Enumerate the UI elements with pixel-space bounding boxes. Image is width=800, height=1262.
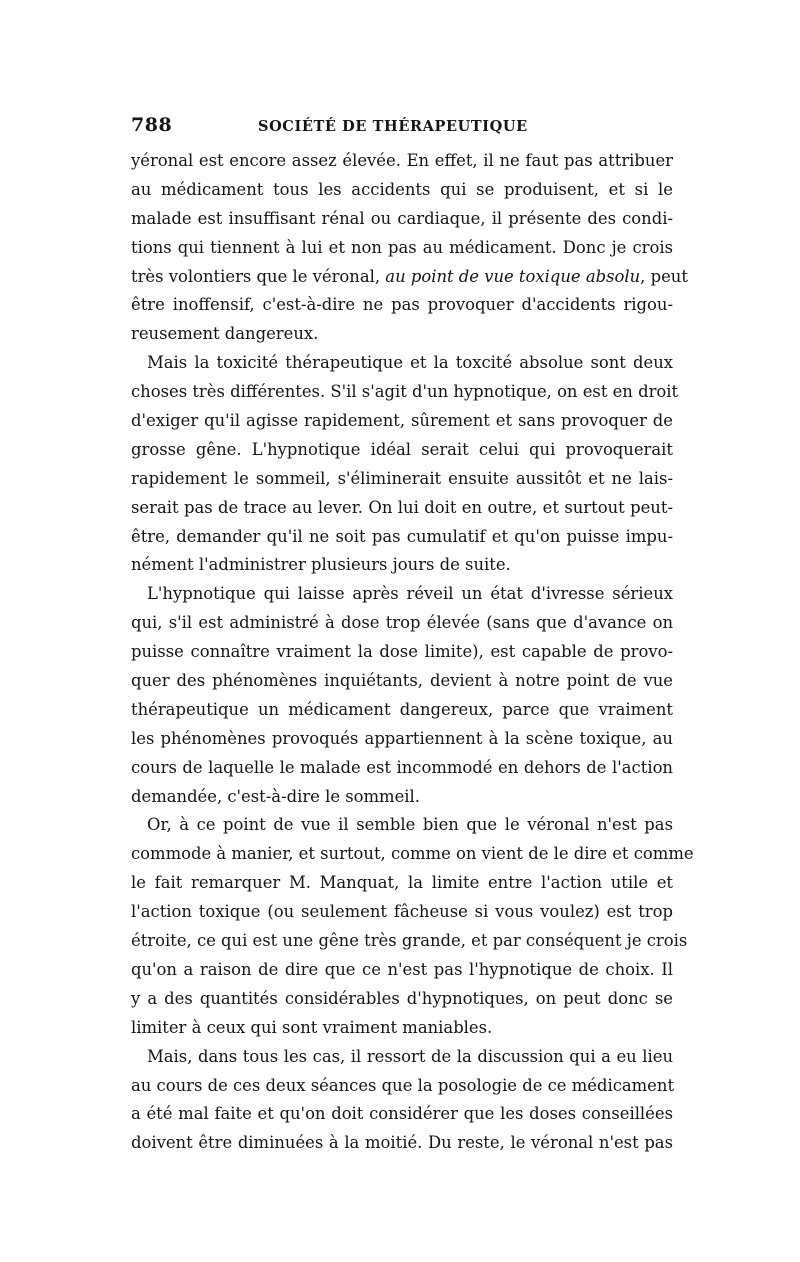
running-head bbox=[131, 112, 673, 142]
text-line: grosse gêne. L'hypnotique idéal serait celui qui provoquerait bbox=[131, 439, 673, 459]
paragraph-first-line: Or, à ce point de vue il semble bien que le véronal n'est pas bbox=[147, 815, 673, 835]
text-line: rapidement le sommeil, s'éliminerait ensuite aussitôt et ne lais- bbox=[131, 468, 673, 488]
text-line: demandée, c'est-à-dire le sommeil. bbox=[131, 786, 420, 806]
page-number: 788 bbox=[131, 114, 173, 136]
text-line: être, demander qu'il ne soit pas cumulatif et qu'on puisse impu- bbox=[131, 526, 673, 546]
text-line: le fait remarquer M. Manquat, la limite entre l'action utile et bbox=[131, 873, 673, 893]
text-line: choses très différentes. S'il s'agit d'un hypnotique, on est en droit bbox=[131, 382, 679, 402]
text-line: thérapeutique un médicament dangereux, parce que vraiment bbox=[131, 699, 673, 719]
text-line: étroite, ce qui est une gêne très grande, et par conséquent je crois bbox=[131, 931, 688, 951]
body-text bbox=[131, 147, 694, 1158]
text-line: quer des phénomènes inquiétants, devient à notre point de vue bbox=[131, 671, 673, 691]
text-line: yéronal est encore assez élevée. En effet, il ne faut pas attribuer bbox=[131, 151, 673, 170]
text-line: reusement dangereux. bbox=[131, 324, 319, 344]
paragraph-first-line: Mais, dans tous les cas, il ressort de la discussion qui a eu lieu bbox=[147, 1046, 673, 1066]
text-line: a été mal faite et qu'on doit considérer que les doses conseillées bbox=[131, 1104, 673, 1124]
text-line: qu'on a raison de dire que ce n'est pas l'hypnotique de choix. Il bbox=[131, 959, 673, 979]
running-title: SOCIÉTÉ DE THÉRAPEUTIQUE bbox=[258, 118, 528, 135]
text-line: nément l'administrer plusieurs jours de suite. bbox=[131, 555, 511, 575]
italic-phrase: au point de vue toxique absolu bbox=[385, 266, 641, 286]
text-line: être inoffensif, c'est-à-dire ne pas provoquer d'accidents rigou- bbox=[131, 295, 673, 315]
text-line: puisse connaître vraiment la dose limite), est capable de provo- bbox=[131, 642, 673, 662]
text-line: l'action toxique (ou seulement fâcheuse si vous voulez) est trop bbox=[131, 902, 673, 922]
text-line: les phénomènes provoqués appartiennent à la scène toxique, au bbox=[131, 728, 673, 748]
paragraph-first-line: L'hypnotique qui laisse après réveil un état d'ivresse sérieux bbox=[147, 584, 673, 604]
text-line: y a des quantités considérables d'hypnotiques, on peut donc se bbox=[131, 988, 673, 1008]
text-line: commode à manier, et surtout, comme on vient de le dire et comme bbox=[131, 844, 694, 864]
text-line: d'exiger qu'il agisse rapidement, sûrement et sans provoquer de bbox=[131, 411, 673, 431]
text-line: limiter à ceux qui sont vraiment maniables. bbox=[131, 1017, 493, 1037]
text-line: malade est insuffisant rénal ou cardiaque, il présente des condi- bbox=[131, 208, 673, 228]
text-line: qui, s'il est administré à dose trop élevée (sans que d'avance on bbox=[131, 613, 673, 633]
line-text: , peut bbox=[640, 266, 688, 286]
text-line: cours de laquelle le malade est incommodé en dehors de l'action bbox=[131, 757, 673, 777]
text-line bbox=[131, 263, 688, 292]
text-line: tions qui tiennent à lui et non pas au médicament. Donc je crois bbox=[131, 237, 673, 257]
text-line: doivent être diminuées à la moitié. Du reste, le véronal n'est pas bbox=[131, 1133, 673, 1153]
line-text: très volontiers que le véronal, bbox=[131, 266, 386, 286]
paragraph-first-line: Mais la toxicité thérapeutique et la toxcité absolue sont deux bbox=[147, 353, 673, 373]
text-line: serait pas de trace au lever. On lui doit en outre, et surtout peut- bbox=[131, 497, 673, 517]
text-line: au cours de ces deux séances que la posologie de ce médicament bbox=[131, 1075, 675, 1095]
text-line: au médicament tous les accidents qui se produisent, et si le bbox=[131, 179, 673, 199]
